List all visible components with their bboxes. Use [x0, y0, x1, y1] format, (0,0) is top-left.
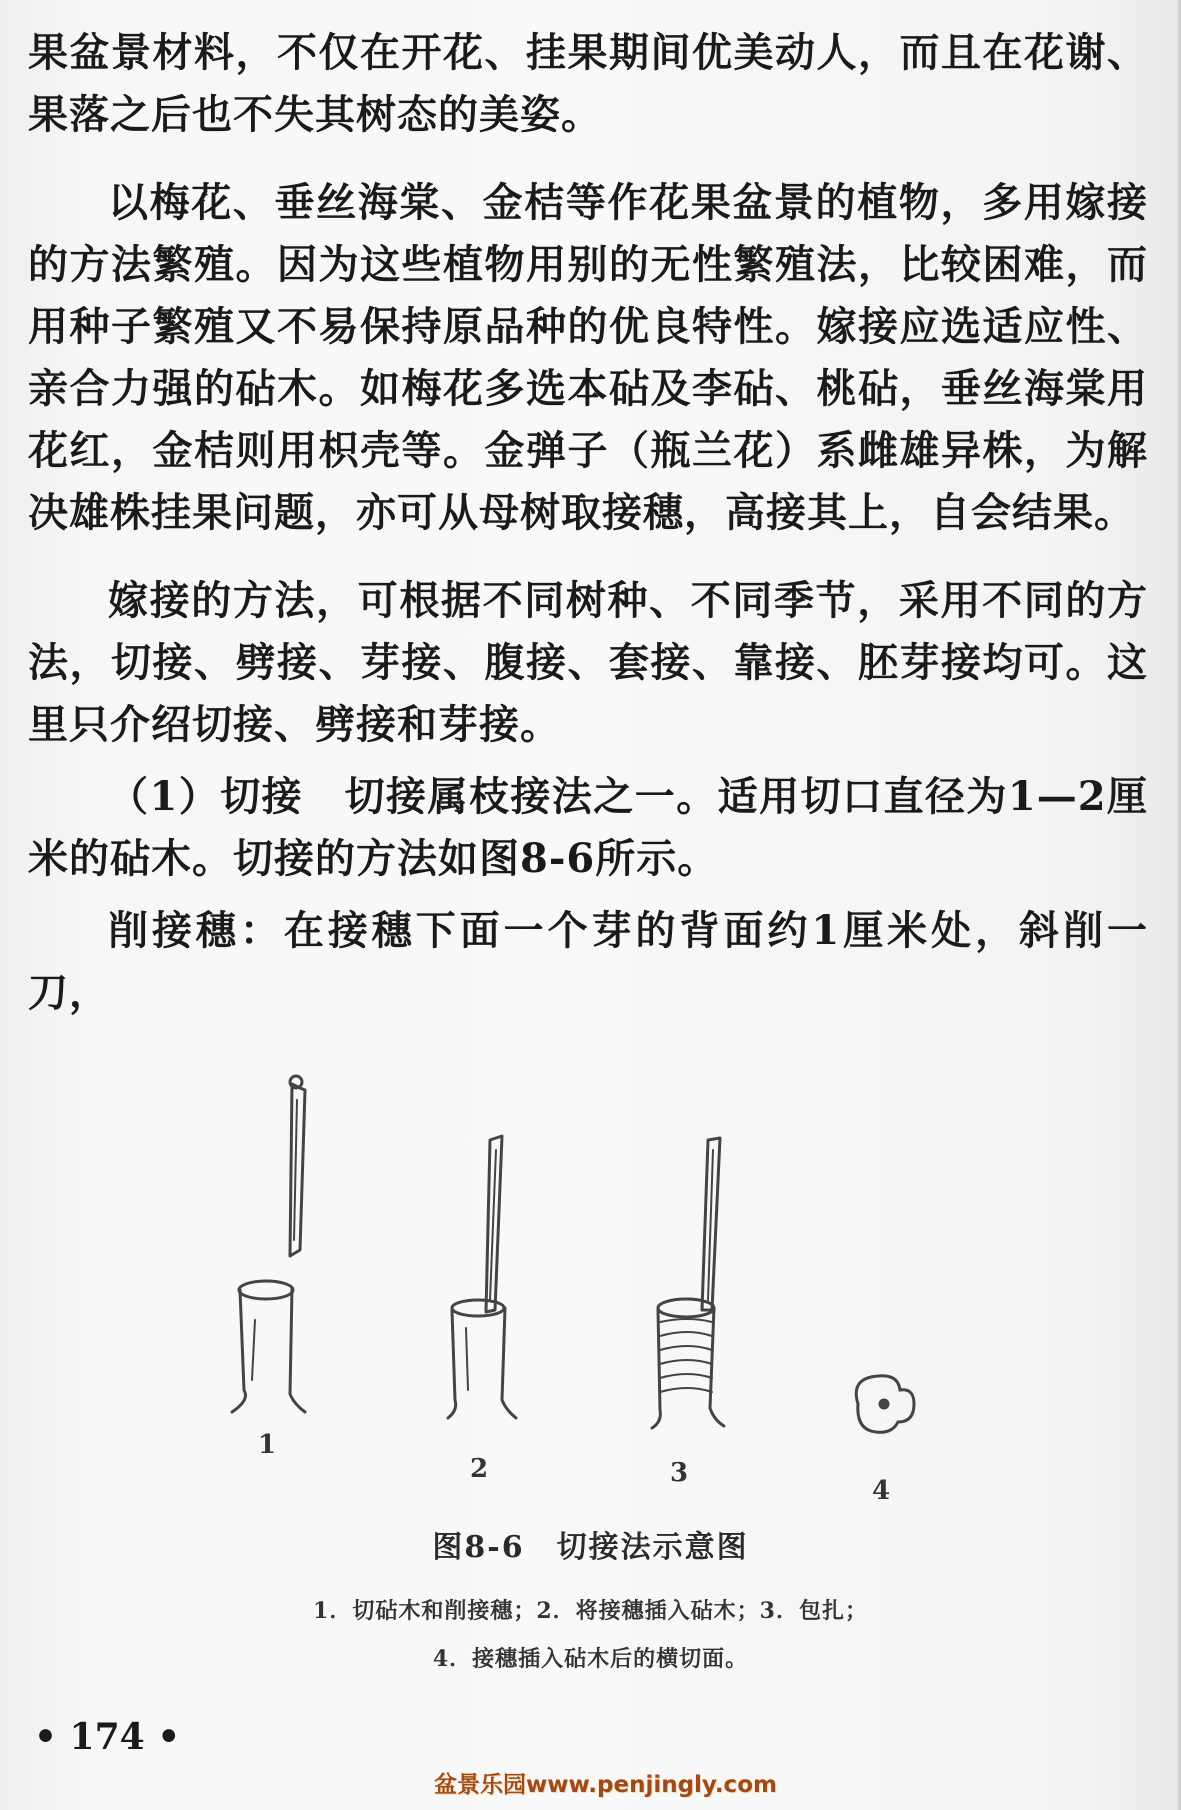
- grafting-figure: [0, 1060, 1181, 1488]
- paragraph-4: （1）切接 切接属枝接法之一。适用切口直径为1—2厘米的砧木。切接的方法如图8-6所示。: [28, 773, 1148, 882]
- figure-label-4: 4: [872, 1476, 891, 1506]
- site-watermark: 盆景乐园www.penjingly.com: [434, 1772, 777, 1798]
- figure-title: 图8-6 切接法示意图: [432, 1530, 749, 1565]
- paragraph-2: 以梅花、垂丝海棠、金桔等作花果盆景的植物，多用嫁接的方法繁殖。因为这些植物用别的无性繁殖法，比较困难，而用种子繁殖又不易保持原品种的优良特性。嫁接应选适应性、亲合力强的砧木。如梅花多选本砧及李砧、桃砧，垂丝海棠用花红，金桔则用枳壳等。金弹子（瓶兰花）系雌雄异株，为解决雄株挂果问题，亦可从母树取接穗，高接其上，自会结果。: [28, 179, 1148, 536]
- figure-label-3: 3: [670, 1458, 689, 1488]
- page-number: • 174 •: [34, 1716, 181, 1758]
- step-3-drawing: [652, 1138, 724, 1428]
- grafting-illustration: [0, 1060, 1181, 1460]
- figure-label-2: 2: [470, 1454, 489, 1484]
- body-text: [28, 22, 1148, 1024]
- figure-caption-line-1: 1．切砧木和削接穗；2．将接穗插入砧木；3．包扎；: [313, 1598, 868, 1624]
- step-1-drawing: [232, 1076, 305, 1412]
- figure-label-1: 1: [258, 1430, 277, 1460]
- step-4-drawing: [856, 1376, 914, 1433]
- paragraph-3: 嫁接的方法，可根据不同树种、不同季节，采用不同的方法，切接、劈接、芽接、腹接、套接、靠接、胚芽接均可。这里只介绍切接、劈接和芽接。: [28, 577, 1148, 748]
- paragraph-1: 果盆景材料，不仅在开花、挂果期间优美动人，而且在花谢、果落之后也不失其树态的美姿。: [28, 29, 1148, 138]
- figure-caption-line-2: 4．接穗插入砧木后的横切面。: [432, 1646, 749, 1672]
- paragraph-5: 削接穗：在接穗下面一个芽的背面约1厘米处，斜削一刀，: [28, 907, 1148, 1016]
- step-2-drawing: [448, 1136, 516, 1418]
